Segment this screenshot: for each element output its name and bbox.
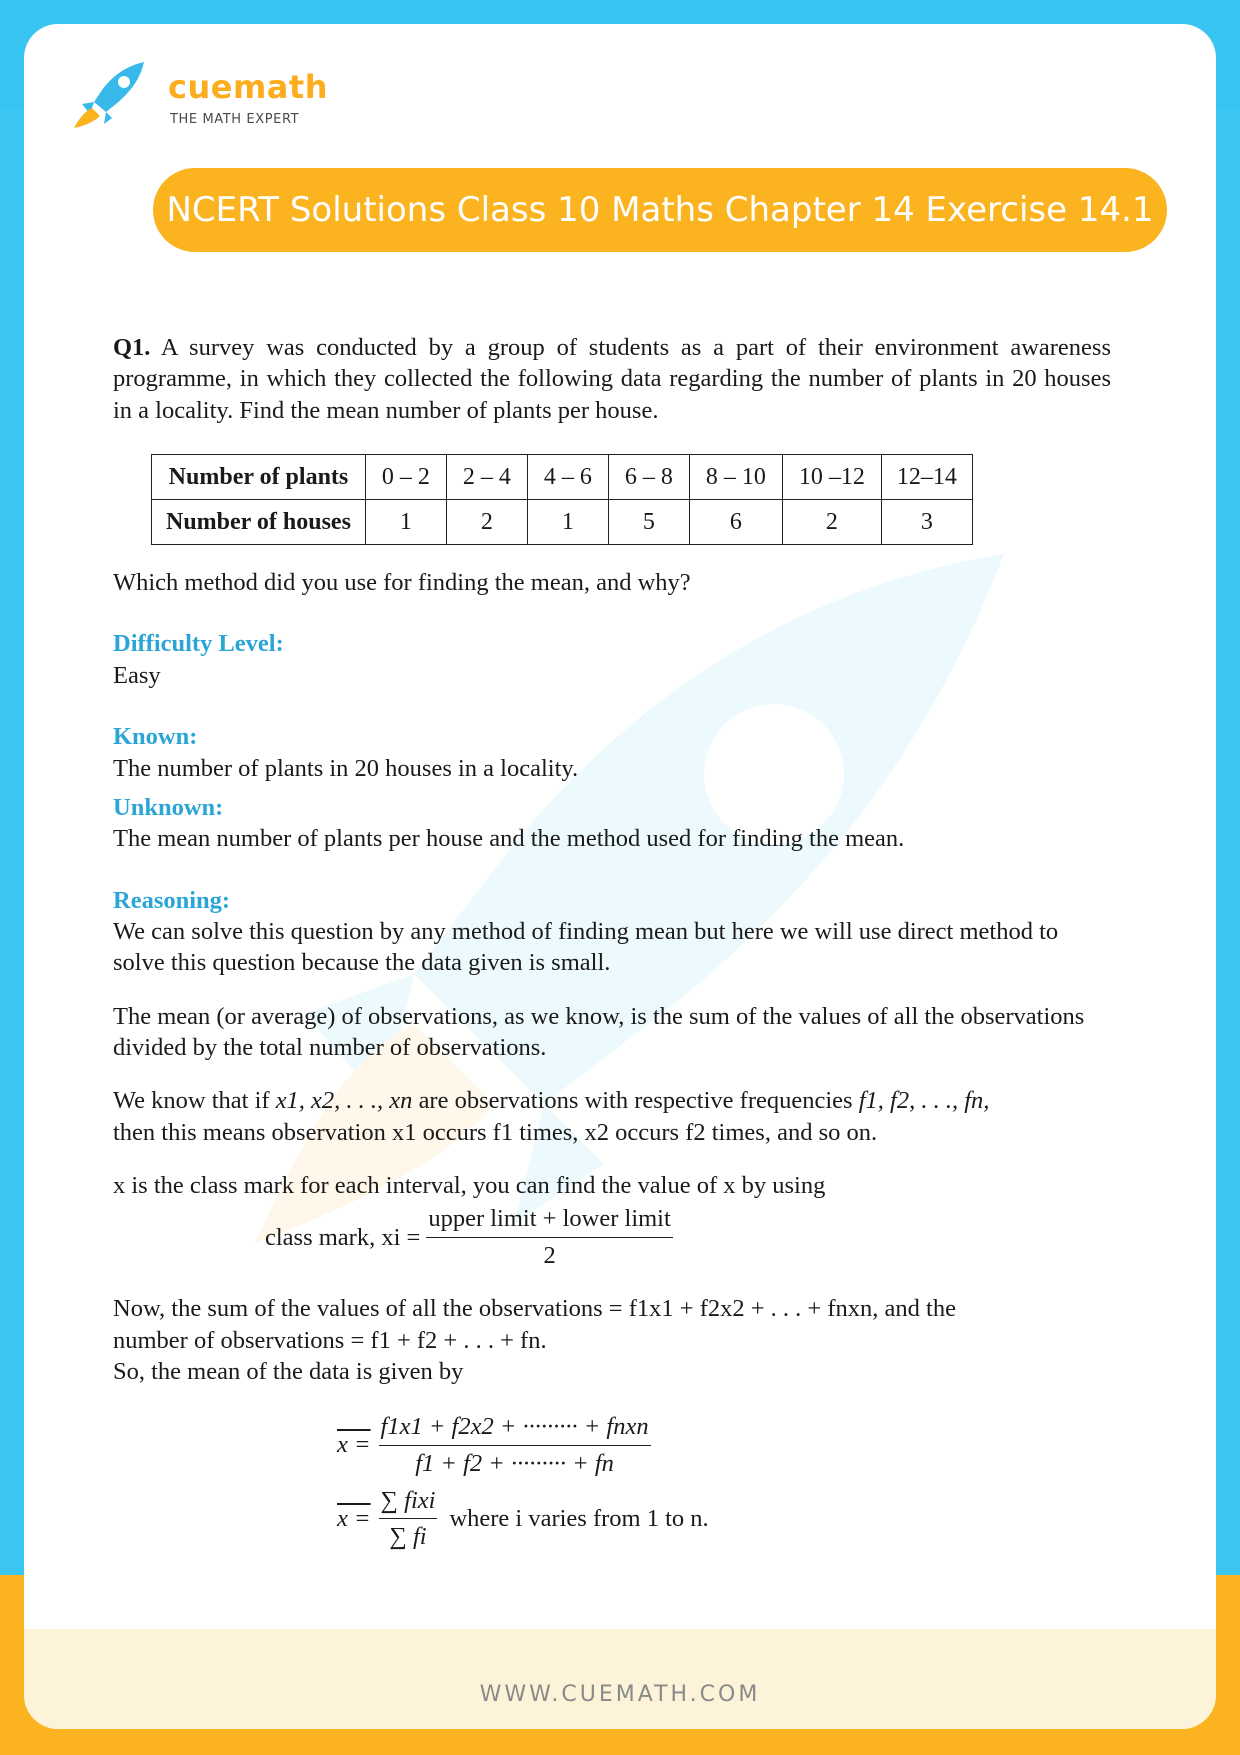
formula-fraction bbox=[379, 1411, 651, 1479]
reasoning-paragraph bbox=[113, 1085, 1111, 1116]
known-text: The number of plants in 20 houses in a locality. bbox=[113, 754, 579, 782]
reasoning-paragraph: number of observations = f1 + f2 + . . . + fn. bbox=[113, 1326, 547, 1354]
fraction-denominator: f1 + f2 + ········· + fn bbox=[415, 1449, 614, 1477]
table-cell: 5 bbox=[608, 500, 689, 545]
reasoning-paragraph: So, the mean of the data is given by bbox=[113, 1357, 464, 1385]
title-banner bbox=[153, 168, 1167, 252]
table-cell: 1 bbox=[365, 500, 446, 545]
unknown-text: The mean number of plants per house and the method used for finding the mean. bbox=[113, 825, 905, 853]
reasoning-paragraph: then this means observation x1 occurs f1 times, x2 occurs f2 times, and so on. bbox=[113, 1118, 878, 1146]
followup-question: Which method did you use for finding the mean, and why? bbox=[113, 569, 691, 597]
solution-content bbox=[113, 332, 1111, 1553]
formula-lhs: x = bbox=[337, 1431, 371, 1459]
question-label: Q1. bbox=[113, 334, 151, 361]
table-cell: 4 – 6 bbox=[527, 455, 608, 500]
table-cell: 0 – 2 bbox=[365, 455, 446, 500]
formula-fraction bbox=[426, 1203, 672, 1271]
text-fragment: We know that if bbox=[113, 1087, 276, 1115]
mean-formula-sigma bbox=[113, 1485, 1111, 1553]
fraction-numerator: upper limit + lower limit bbox=[426, 1203, 672, 1237]
math-fragment: x1, x2, . . ., xn bbox=[275, 1087, 413, 1115]
logo-tagline: THE MATH EXPERT bbox=[170, 112, 300, 127]
page-title: NCERT Solutions Class 10 Maths Chapter 14 Exercise 14.1 bbox=[166, 190, 1154, 230]
text-fragment: are observations with respective frequencies bbox=[412, 1087, 859, 1115]
math-fragment: f1, f2, . . ., fn, bbox=[858, 1087, 990, 1115]
difficulty-heading: Difficulty Level: bbox=[113, 630, 284, 658]
formula-label: class mark, xi = bbox=[265, 1223, 421, 1251]
fraction-denominator: 2 bbox=[543, 1241, 556, 1269]
page-card bbox=[24, 24, 1216, 1729]
reasoning-paragraph: We can solve this question by any method of finding mean but here we will use direct method to solve this question because the data given is small. bbox=[113, 917, 1059, 977]
unknown-heading: Unknown: bbox=[113, 793, 224, 821]
reasoning-heading: Reasoning: bbox=[113, 886, 231, 914]
table-cell: 2 – 4 bbox=[446, 455, 527, 500]
table-cell: 10 –12 bbox=[782, 455, 881, 500]
table-cell: 8 – 10 bbox=[689, 455, 782, 500]
reasoning-paragraph: Now, the sum of the values of all the observations = f1x1 + f2x2 + . . . + fnxn, and the bbox=[113, 1295, 956, 1323]
reasoning-paragraph: x is the class mark for each interval, you can find the value of x by using bbox=[113, 1172, 826, 1200]
formula-fraction bbox=[379, 1485, 438, 1553]
reasoning-paragraph: The mean (or average) of observations, as we know, is the sum of the values of all the observations divided by the total number of observations. bbox=[113, 1002, 1085, 1062]
rocket-logo-icon bbox=[70, 60, 150, 130]
table-cell: 2 bbox=[782, 500, 881, 545]
difficulty-value: Easy bbox=[113, 661, 161, 689]
formula-lhs: x = bbox=[337, 1505, 371, 1533]
footer-band bbox=[24, 1629, 1216, 1729]
table-row-header: Number of houses bbox=[152, 500, 366, 545]
plants-table bbox=[151, 454, 973, 545]
question-paragraph bbox=[113, 332, 1111, 426]
fraction-numerator: ∑ fixi bbox=[379, 1485, 438, 1519]
table-cell: 12–14 bbox=[881, 455, 972, 500]
table-cell: 3 bbox=[881, 500, 972, 545]
table-cell: 1 bbox=[527, 500, 608, 545]
website-link[interactable]: WWW.CUEMATH.COM bbox=[479, 1682, 761, 1707]
fraction-denominator: ∑ fi bbox=[389, 1523, 427, 1551]
table-cell: 6 bbox=[689, 500, 782, 545]
table-row-header: Number of plants bbox=[152, 455, 366, 500]
table-cell: 6 – 8 bbox=[608, 455, 689, 500]
known-heading: Known: bbox=[113, 723, 198, 751]
formula-suffix: where i varies from 1 to n. bbox=[449, 1505, 709, 1533]
fraction-numerator: f1x1 + f2x2 + ········· + fnxn bbox=[379, 1411, 651, 1445]
logo-name: cuemath bbox=[168, 68, 328, 106]
table-row bbox=[152, 455, 973, 500]
table-cell: 2 bbox=[446, 500, 527, 545]
class-mark-formula bbox=[113, 1203, 1111, 1271]
question-text: A survey was conducted by a group of students as a part of their environment awareness programme, in which they collected the following data regarding the number of plants in 20 houses in a locality. Find the mean number of plants per house. bbox=[113, 334, 1111, 424]
table-row bbox=[152, 500, 973, 545]
mean-formula-expanded bbox=[113, 1411, 1111, 1479]
